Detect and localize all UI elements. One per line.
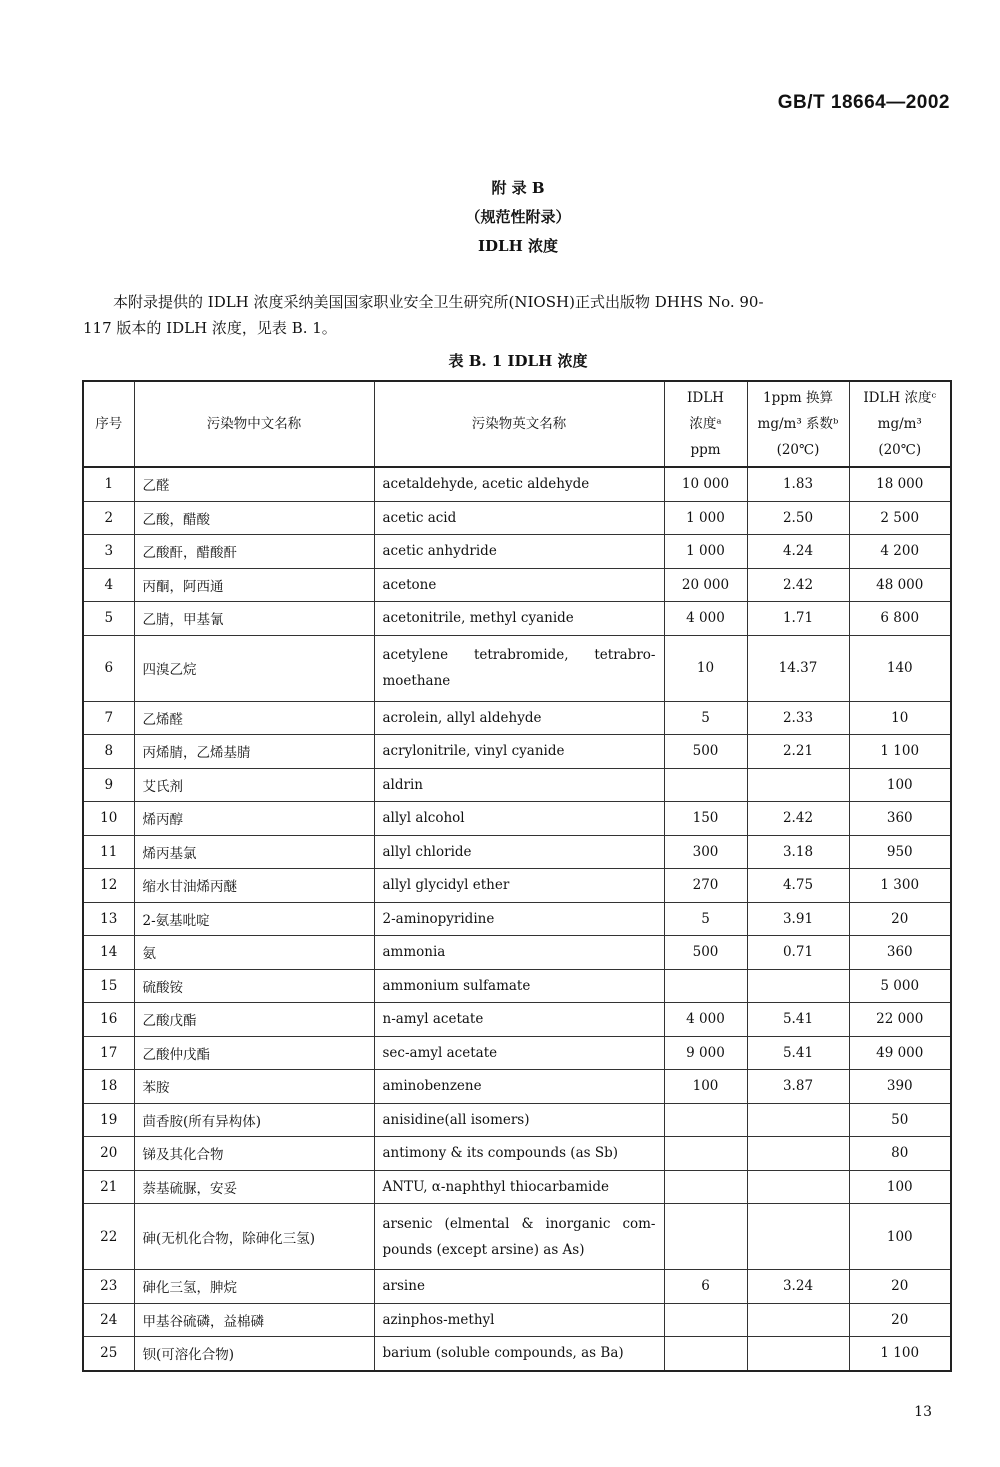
conversion-factor: 1.83: [747, 467, 849, 501]
table-row: [83, 1137, 951, 1171]
idlh-ppm: 4 000: [664, 602, 747, 636]
conversion-factor: [747, 768, 849, 802]
english-name: azinphos-methyl: [374, 1303, 664, 1337]
table-caption: 表 B. 1 IDLH 浓度: [448, 352, 588, 370]
chinese-name: 茴香胺(所有异构体): [134, 1103, 374, 1137]
chinese-name: 砷(无机化合物，除砷化三氢): [134, 1204, 374, 1270]
idlh-ppm: [664, 1303, 747, 1337]
row-number: 9: [83, 768, 134, 802]
english-name: allyl glycidyl ether: [374, 869, 664, 903]
table-row: [83, 1337, 951, 1371]
row-number: 5: [83, 602, 134, 636]
conversion-factor: 3.24: [747, 1270, 849, 1304]
table-row: [83, 1303, 951, 1337]
row-number: 1: [83, 467, 134, 501]
conversion-factor: 4.75: [747, 869, 849, 903]
idlh-mg: 360: [849, 802, 951, 836]
table-row: [83, 501, 951, 535]
conversion-factor: 3.87: [747, 1070, 849, 1104]
idlh-mg: 2 500: [849, 501, 951, 535]
conversion-factor: 2.33: [747, 701, 849, 735]
idlh-mg: 5 000: [849, 969, 951, 1003]
english-name: acetone: [374, 568, 664, 602]
header-en: 污染物英文名称: [374, 381, 664, 467]
chinese-name: 乙醛: [134, 467, 374, 501]
h: IDLH: [687, 390, 724, 406]
row-number: 17: [83, 1036, 134, 1070]
chinese-name: 丙酮，阿西通: [134, 568, 374, 602]
idlh-ppm: [664, 1137, 747, 1171]
english-name: acrolein, allyl aldehyde: [374, 701, 664, 735]
idlh-mg: 49 000: [849, 1036, 951, 1070]
conversion-factor: [747, 969, 849, 1003]
chinese-name: 乙腈，甲基氰: [134, 602, 374, 636]
table-row: [83, 1070, 951, 1104]
h: mg/m³: [877, 416, 922, 432]
idlh-mg: 50: [849, 1103, 951, 1137]
table-row: [83, 602, 951, 636]
idlh-mg: 390: [849, 1070, 951, 1104]
table-row: [83, 768, 951, 802]
idlh-mg: 20: [849, 902, 951, 936]
english-name: acetic anhydride: [374, 535, 664, 569]
header-idlh-mg: [849, 381, 951, 467]
idlh-mg: 10: [849, 701, 951, 735]
idlh-mg: 48 000: [849, 568, 951, 602]
chinese-name: 乙酸仲戊酯: [134, 1036, 374, 1070]
english-name: aldrin: [374, 768, 664, 802]
idlh-mg: 6 800: [849, 602, 951, 636]
table-row: [83, 936, 951, 970]
idlh-ppm: [664, 1170, 747, 1204]
row-number: 24: [83, 1303, 134, 1337]
conversion-factor: 1.71: [747, 602, 849, 636]
conversion-factor: 2.50: [747, 501, 849, 535]
english-name: allyl alcohol: [374, 802, 664, 836]
idlh-ppm: 5: [664, 902, 747, 936]
english-name: allyl chloride: [374, 835, 664, 869]
conversion-factor: 14.37: [747, 635, 849, 701]
english-name: antimony & its compounds (as Sb): [374, 1137, 664, 1171]
idlh-mg: 80: [849, 1137, 951, 1171]
h: IDLH 浓度ᶜ: [863, 390, 937, 406]
english-name: arsine: [374, 1270, 664, 1304]
table-row: [83, 701, 951, 735]
table-row: [83, 835, 951, 869]
table-row: [83, 735, 951, 769]
english-name: acetonitrile, methyl cyanide: [374, 602, 664, 636]
page-number: 13: [914, 1404, 932, 1420]
idlh-ppm: 5: [664, 701, 747, 735]
h: mg/m³ 系数ᵇ: [757, 416, 839, 432]
idlh-ppm: 500: [664, 936, 747, 970]
conversion-factor: [747, 1337, 849, 1371]
chinese-name: 氨: [134, 936, 374, 970]
table-row: [83, 535, 951, 569]
row-number: 6: [83, 635, 134, 701]
row-number: 20: [83, 1137, 134, 1171]
idlh-mg: 360: [849, 936, 951, 970]
standard-number: GB/T 18664—2002: [777, 92, 950, 113]
conversion-factor: [747, 1303, 849, 1337]
chinese-name: 甲基谷硫磷，益棉磷: [134, 1303, 374, 1337]
chinese-name: 萘基硫脲，安妥: [134, 1170, 374, 1204]
idlh-mg: 1 100: [849, 735, 951, 769]
table-row: [83, 869, 951, 903]
idlh-ppm: 1 000: [664, 535, 747, 569]
h: 浓度ᵃ: [689, 416, 722, 432]
chinese-name: 烯丙基氯: [134, 835, 374, 869]
chinese-name: 烯丙醇: [134, 802, 374, 836]
conversion-factor: 2.21: [747, 735, 849, 769]
idlh-mg: 100: [849, 1170, 951, 1204]
idlh-table: [82, 380, 952, 1372]
chinese-name: 钡(可溶化合物): [134, 1337, 374, 1371]
chinese-name: 乙酸酐，醋酸酐: [134, 535, 374, 569]
idlh-ppm: [664, 1103, 747, 1137]
appendix-type: （规范性附录）: [465, 208, 571, 226]
header-idlh-ppm: [664, 381, 747, 467]
english-name: n-amyl acetate: [374, 1003, 664, 1037]
english-name: anisidine(all isomers): [374, 1103, 664, 1137]
row-number: 10: [83, 802, 134, 836]
conversion-factor: 2.42: [747, 568, 849, 602]
idlh-ppm: 4 000: [664, 1003, 747, 1037]
idlh-mg: 1 300: [849, 869, 951, 903]
table-row: [83, 1204, 951, 1270]
idlh-ppm: 270: [664, 869, 747, 903]
chinese-name: 艾氏剂: [134, 768, 374, 802]
chinese-name: 2-氨基吡啶: [134, 902, 374, 936]
conversion-factor: 5.41: [747, 1003, 849, 1037]
idlh-ppm: 10: [664, 635, 747, 701]
idlh-ppm: 100: [664, 1070, 747, 1104]
chinese-name: 硫酸铵: [134, 969, 374, 1003]
chinese-name: 锑及其化合物: [134, 1137, 374, 1171]
english-name: sec-amyl acetate: [374, 1036, 664, 1070]
chinese-name: 砷化三氢，胂烷: [134, 1270, 374, 1304]
h: 1ppm 换算: [763, 390, 833, 406]
row-number: 21: [83, 1170, 134, 1204]
row-number: 3: [83, 535, 134, 569]
english-name: ammonium sulfamate: [374, 969, 664, 1003]
row-number: 13: [83, 902, 134, 936]
idlh-ppm: [664, 768, 747, 802]
table-row: [83, 568, 951, 602]
conversion-factor: [747, 1103, 849, 1137]
row-number: 25: [83, 1337, 134, 1371]
idlh-ppm: [664, 1204, 747, 1270]
header-cn: 污染物中文名称: [134, 381, 374, 467]
table-row: [83, 635, 951, 701]
idlh-mg: 20: [849, 1303, 951, 1337]
h: (20℃): [776, 442, 820, 458]
table-row: [83, 1103, 951, 1137]
appendix-subtitle: IDLH 浓度: [478, 237, 558, 255]
row-number: 16: [83, 1003, 134, 1037]
idlh-mg: 100: [849, 768, 951, 802]
row-number: 2: [83, 501, 134, 535]
idlh-mg: 22 000: [849, 1003, 951, 1037]
table-header-row: [83, 381, 951, 467]
idlh-mg: 100: [849, 1204, 951, 1270]
conversion-factor: 3.18: [747, 835, 849, 869]
english-name: arsenic (elmental & inorganic com-pounds (except arsine) as As): [374, 1204, 664, 1270]
chinese-name: 缩水甘油烯丙醚: [134, 869, 374, 903]
row-number: 19: [83, 1103, 134, 1137]
english-name: 2-aminopyridine: [374, 902, 664, 936]
conversion-factor: [747, 1204, 849, 1270]
row-number: 12: [83, 869, 134, 903]
idlh-ppm: 20 000: [664, 568, 747, 602]
idlh-ppm: 10 000: [664, 467, 747, 501]
chinese-name: 苯胺: [134, 1070, 374, 1104]
row-number: 18: [83, 1070, 134, 1104]
english-name: ANTU, α-naphthyl thiocarbamide: [374, 1170, 664, 1204]
row-number: 8: [83, 735, 134, 769]
idlh-ppm: 1 000: [664, 501, 747, 535]
row-number: 15: [83, 969, 134, 1003]
conversion-factor: [747, 1137, 849, 1171]
english-name: barium (soluble compounds, as Ba): [374, 1337, 664, 1371]
row-number: 11: [83, 835, 134, 869]
english-name: acetaldehyde, acetic aldehyde: [374, 467, 664, 501]
table-row: [83, 1270, 951, 1304]
intro-line-2: 117 版本的 IDLH 浓度，见表 B. 1。: [83, 319, 337, 337]
idlh-mg: 950: [849, 835, 951, 869]
row-number: 23: [83, 1270, 134, 1304]
idlh-mg: 140: [849, 635, 951, 701]
english-name: aminobenzene: [374, 1070, 664, 1104]
idlh-ppm: 150: [664, 802, 747, 836]
idlh-mg: 1 100: [849, 1337, 951, 1371]
h: (20℃): [878, 442, 922, 458]
idlh-ppm: 300: [664, 835, 747, 869]
table-row: [83, 1170, 951, 1204]
conversion-factor: 5.41: [747, 1036, 849, 1070]
conversion-factor: 2.42: [747, 802, 849, 836]
row-number: 14: [83, 936, 134, 970]
header-no: 序号: [83, 381, 134, 467]
table-row: [83, 802, 951, 836]
chinese-name: 乙烯醛: [134, 701, 374, 735]
table-row: [83, 1003, 951, 1037]
conversion-factor: [747, 1170, 849, 1204]
english-name: ammonia: [374, 936, 664, 970]
chinese-name: 四溴乙烷: [134, 635, 374, 701]
english-name: acetic acid: [374, 501, 664, 535]
table-row: [83, 969, 951, 1003]
h: ppm: [690, 442, 721, 458]
idlh-ppm: 6: [664, 1270, 747, 1304]
table-row: [83, 1036, 951, 1070]
chinese-name: 丙烯腈，乙烯基腈: [134, 735, 374, 769]
appendix-title: 附 录 B: [491, 179, 545, 197]
idlh-mg: 4 200: [849, 535, 951, 569]
idlh-ppm: [664, 969, 747, 1003]
row-number: 22: [83, 1204, 134, 1270]
conversion-factor: 4.24: [747, 535, 849, 569]
english-name: acrylonitrile, vinyl cyanide: [374, 735, 664, 769]
conversion-factor: 0.71: [747, 936, 849, 970]
intro-line-1: 本附录提供的 IDLH 浓度采纳美国国家职业安全卫生研究所(NIOSH)正式出版物 DHHS No. 90-: [113, 293, 764, 311]
idlh-ppm: 500: [664, 735, 747, 769]
intro-paragraph: [83, 289, 951, 341]
conversion-factor: 3.91: [747, 902, 849, 936]
idlh-ppm: [664, 1337, 747, 1371]
chinese-name: 乙酸，醋酸: [134, 501, 374, 535]
row-number: 7: [83, 701, 134, 735]
idlh-ppm: 9 000: [664, 1036, 747, 1070]
table-row: [83, 467, 951, 501]
header-factor: [747, 381, 849, 467]
row-number: 4: [83, 568, 134, 602]
english-name: acetylene tetrabromide, tetrabro-moethane: [374, 635, 664, 701]
idlh-mg: 20: [849, 1270, 951, 1304]
chinese-name: 乙酸戊酯: [134, 1003, 374, 1037]
table-row: [83, 902, 951, 936]
idlh-mg: 18 000: [849, 467, 951, 501]
